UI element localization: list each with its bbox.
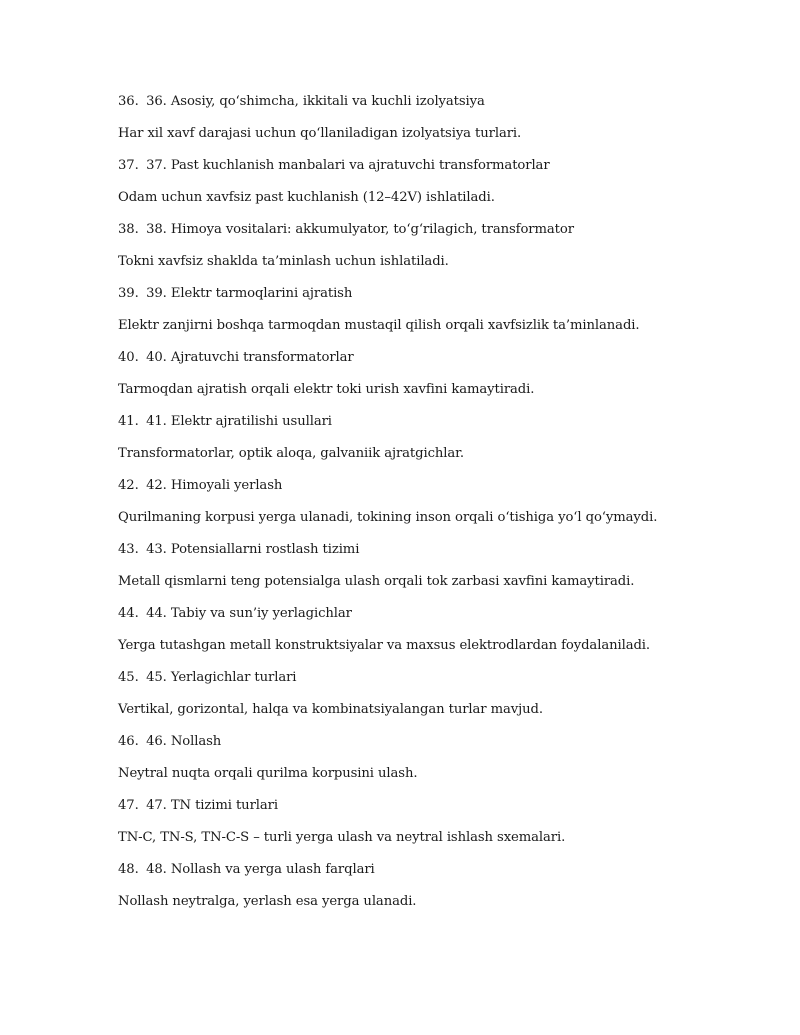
item-heading [118, 346, 738, 378]
item-heading [118, 602, 738, 634]
item-title: 45. Yerlagichlar turlari [146, 670, 297, 685]
item-description: Transformatorlar, optik aloqa, galvaniik ajratgichlar. [118, 446, 464, 461]
item-number: 40. [118, 350, 139, 365]
item-number: 42. [118, 478, 139, 493]
item-heading [118, 154, 738, 186]
item-title: 40. Ajratuvchi transformatorlar [146, 350, 354, 365]
item-title: 47. TN tizimi turlari [146, 798, 278, 813]
item-title: 43. Potensiallarni rostlash tizimi [146, 542, 360, 557]
item-number: 38. [118, 222, 139, 237]
item-description: Odam uchun xavfsiz past kuchlanish (12–42V) ishlatiladi. [118, 190, 495, 205]
item-description: Vertikal, gorizontal, halqa va kombinatsiyalangan turlar mavjud. [118, 702, 543, 717]
item-heading [118, 794, 738, 826]
item-heading [118, 730, 738, 762]
document-content [118, 90, 738, 922]
item-number: 45. [118, 670, 139, 685]
item-description: Nollash neytralga, yerlash esa yerga ulanadi. [118, 894, 417, 909]
item-number: 37. [118, 158, 139, 173]
item-title: 36. Asosiy, qo‘shimcha, ikkitali va kuchli izolyatsiya [146, 94, 485, 109]
item-number: 41. [118, 414, 139, 429]
item-heading [118, 858, 738, 890]
item-title: 48. Nollash va yerga ulash farqlari [146, 862, 375, 877]
item-number: 39. [118, 286, 139, 301]
item-title: 42. Himoyali yerlash [146, 478, 283, 493]
item-heading [118, 666, 738, 698]
item-number: 48. [118, 862, 139, 877]
item-number: 43. [118, 542, 139, 557]
item-title: 46. Nollash [146, 734, 222, 749]
item-heading [118, 410, 738, 442]
item-number: 36. [118, 94, 139, 109]
item-title: 44. Tabiy va sun’iy yerlagichlar [146, 606, 352, 621]
item-description: Qurilmaning korpusi yerga ulanadi, tokining inson orqali o‘tishiga yo‘l qo‘ymaydi. [118, 510, 658, 525]
item-title: 38. Himoya vositalari: akkumulyator, to‘g‘rilagich, transformator [146, 222, 574, 237]
item-number: 47. [118, 798, 139, 813]
item-heading [118, 218, 738, 250]
item-heading [118, 282, 738, 314]
item-description: TN-C, TN-S, TN-C-S – turli yerga ulash va neytral ishlash sxemalari. [118, 830, 566, 845]
item-description: Har xil xavf darajasi uchun qo‘llaniladigan izolyatsiya turlari. [118, 126, 522, 141]
item-heading [118, 90, 738, 122]
item-heading [118, 474, 738, 506]
item-title: 41. Elektr ajratilishi usullari [146, 414, 332, 429]
item-description: Neytral nuqta orqali qurilma korpusini ulash. [118, 766, 418, 781]
item-description: Metall qismlarni teng potensialga ulash orqali tok zarbasi xavfini kamaytiradi. [118, 574, 635, 589]
item-heading [118, 538, 738, 570]
item-number: 46. [118, 734, 139, 749]
item-description: Yerga tutashgan metall konstruktsiyalar va maxsus elektrodlardan foydalaniladi. [118, 638, 651, 653]
item-title: 37. Past kuchlanish manbalari va ajratuvchi transformatorlar [146, 158, 550, 173]
item-description: Tokni xavfsiz shaklda ta’minlash uchun ishlatiladi. [118, 254, 449, 269]
item-number: 44. [118, 606, 139, 621]
item-description: Tarmoqdan ajratish orqali elektr toki urish xavfini kamaytiradi. [118, 382, 535, 397]
item-description: Elektr zanjirni boshqa tarmoqdan mustaqil qilish orqali xavfsizlik ta’minlanadi. [118, 318, 640, 333]
item-title: 39. Elektr tarmoqlarini ajratish [146, 286, 353, 301]
